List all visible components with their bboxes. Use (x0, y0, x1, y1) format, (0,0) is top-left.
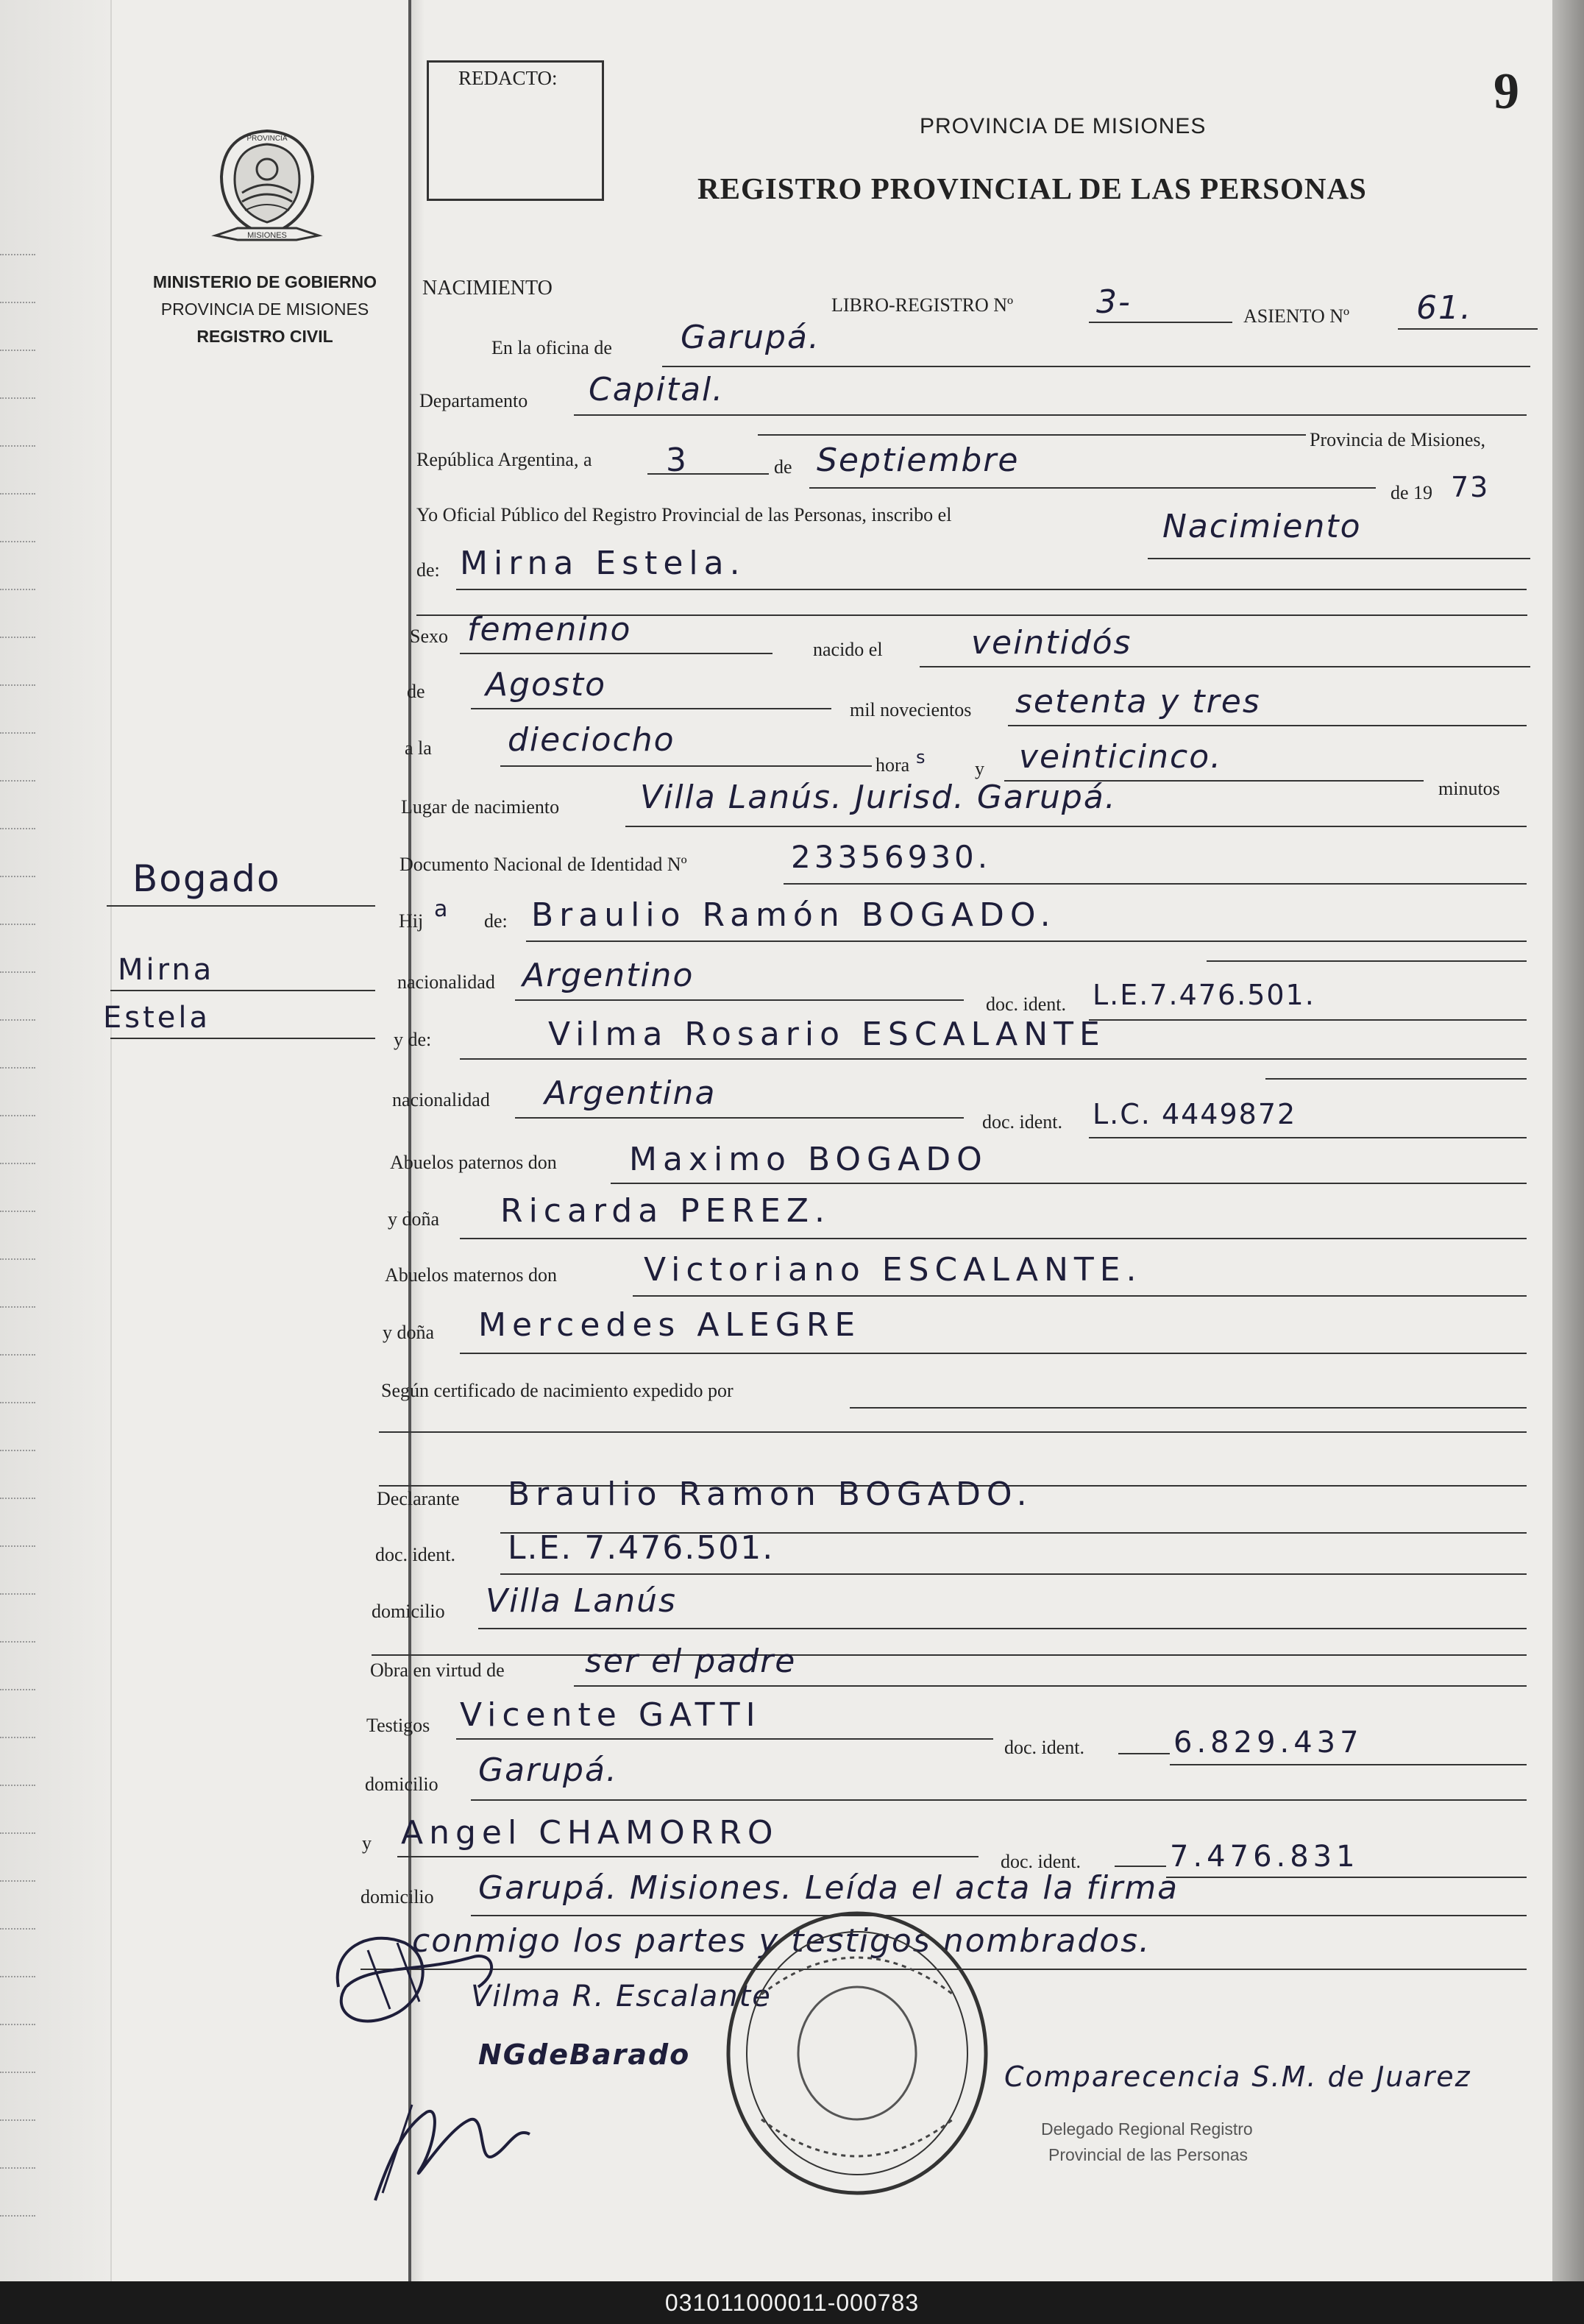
ministry-registry: REGISTRO CIVIL (196, 327, 333, 346)
mil-label: mil novecientos (850, 699, 972, 720)
doc-padre-label: doc. ident. (986, 993, 1067, 1015)
mes-nac-line (471, 708, 831, 709)
testigo2-line (397, 1856, 979, 1857)
testigo2-doc-label: doc. ident. (1001, 1851, 1082, 1872)
hij-suffix: a (434, 896, 450, 922)
father-doc: L.E.7.476.501. (1093, 979, 1315, 1011)
asiento-label: ASIENTO Nº (1243, 305, 1350, 327)
dni-label: Documento Nacional de Identidad Nº (399, 854, 687, 875)
nacido-label: nacido el (813, 639, 883, 660)
birth-year-words: setenta y tres (1015, 683, 1261, 720)
mother-nationality: Argentina (544, 1074, 717, 1112)
padre-line (526, 940, 1527, 942)
registration-month: Septiembre (817, 442, 1020, 479)
registration-year: 73 (1451, 471, 1490, 503)
declarante-label: Declarante (377, 1488, 460, 1509)
birth-hour: dieciocho (508, 721, 675, 759)
stamp-line-2: Provincial de las Personas (1048, 2145, 1249, 2164)
margin-surname: Bogado (132, 857, 281, 900)
ministry-block (132, 269, 397, 350)
year-prefix-label: de 19 (1391, 482, 1433, 503)
testigo1-domicilio: Garupá. (478, 1751, 618, 1789)
nacionalidad-madre-line (515, 1117, 964, 1119)
testigos-label: Testigos (366, 1715, 430, 1736)
hora-suffix: s (916, 747, 927, 768)
signature-father: NGdeBarado (478, 2038, 691, 2071)
nacionalidad-madre-label: nacionalidad (392, 1089, 490, 1110)
seal-text-bottom: MISIONES (247, 231, 287, 240)
testigo1-name: Vicente GATTI (460, 1696, 761, 1734)
y-label: y (975, 758, 984, 779)
birth-place: Villa Lanús. Jurisd. Garupá. (640, 779, 1117, 816)
signature-official: Comparecencia S.M. de Juarez (1004, 2061, 1471, 2093)
testigo1-doc-line (1170, 1764, 1527, 1765)
doc-madre-label: doc. ident. (982, 1111, 1063, 1133)
abuelos-paternos-label: Abuelos paternos don (390, 1152, 557, 1173)
testigo2-dom-label: domicilio (361, 1886, 434, 1907)
dni-line (784, 883, 1527, 885)
hora-line (500, 765, 872, 767)
testigo2-doc: 7.476.831 (1170, 1840, 1360, 1874)
oficina-value: Garupá. (681, 319, 820, 356)
birth-month: Agosto (486, 666, 607, 704)
segun-line (850, 1407, 1527, 1409)
libro-value: 3- (1096, 283, 1132, 321)
abuela-materna-label: y doña (383, 1322, 435, 1343)
margin-given-name-1: Mirna (118, 953, 215, 987)
abuelo-materno-line (633, 1295, 1527, 1297)
testigo1-line (456, 1738, 993, 1740)
month-line (809, 487, 1376, 489)
page-number: 9 (1494, 63, 1519, 120)
mother-doc: L.C. 4449872 (1093, 1098, 1297, 1130)
abuela-paterna-label: y doña (388, 1208, 440, 1230)
declarante-domicilio: Villa Lanús (486, 1582, 677, 1620)
official-stamp-icon (717, 1906, 997, 2200)
asiento-value: 61. (1416, 289, 1472, 327)
provincia-line (758, 434, 1306, 436)
hij-de-label: de: (484, 910, 508, 932)
departamento-line (574, 414, 1527, 416)
nacido-day: veintidós (971, 624, 1132, 662)
closing-statement: conmigo los partes y testigos nombrados. (412, 1922, 1151, 1960)
provincia-label: Provincia de Misiones, (1310, 429, 1486, 450)
minutos-label: minutos (1438, 778, 1500, 799)
record-type-label: NACIMIENTO (422, 277, 553, 300)
stamp-line-1: Delegado Regional Registro (1041, 2119, 1253, 2139)
oficial-label: Yo Oficial Público del Registro Provincial de las Personas, inscribo el (416, 504, 952, 525)
paternal-grandmother: Ricarda PEREZ. (500, 1192, 831, 1230)
nombre-label: de: (416, 559, 440, 581)
segun-certificado-label: Según certificado de nacimiento expedido por (381, 1380, 734, 1401)
mother-name: Vilma Rosario ESCALANTE (548, 1016, 1106, 1053)
y-testigo-label: y (362, 1832, 372, 1854)
oficina-line (662, 366, 1530, 367)
registration-day: 3 (666, 442, 688, 479)
obra-label: Obra en virtud de (370, 1659, 505, 1681)
obra-value: ser el padre (585, 1643, 797, 1680)
testigo1-dom-line (471, 1799, 1527, 1801)
decl-doc-label: doc. ident. (375, 1544, 456, 1565)
decl-separator (372, 1654, 1527, 1656)
testigo1-dom-label: domicilio (365, 1774, 438, 1795)
barcode-footer: 031011000011-000783 (0, 2281, 1584, 2324)
redacto-box (427, 60, 604, 201)
sexo-line (460, 653, 773, 654)
testigo2-name: Angel CHAMORRO (401, 1814, 779, 1852)
inscripcion-type: Nacimiento (1162, 508, 1362, 545)
oficial-line (1148, 558, 1530, 559)
sexo-value: femenino (467, 611, 632, 648)
child-name: Mirna Estela. (460, 545, 746, 582)
abuela-materna-line (460, 1353, 1527, 1354)
y-de-label: y de: (394, 1029, 432, 1050)
obra-line (574, 1685, 1527, 1687)
abuelos-maternos-label: Abuelos maternos don (385, 1264, 557, 1286)
margin-line (107, 905, 375, 907)
decl-doc-line (500, 1573, 1527, 1575)
seal-text-top: PROVINCIA (246, 135, 288, 143)
mil-line (1008, 725, 1527, 726)
province-heading: PROVINCIA DE MISIONES (920, 114, 1207, 138)
a-la-label: a la (405, 737, 432, 759)
dni-value: 23356930. (791, 839, 992, 875)
lugar-line (625, 826, 1527, 827)
madre-line-2 (1265, 1078, 1527, 1080)
right-page-edge (1552, 0, 1584, 2281)
day-line (647, 473, 769, 475)
departamento-value: Capital. (589, 371, 725, 408)
madre-line (460, 1058, 1527, 1060)
departamento-label: Departamento (419, 390, 528, 411)
mes-nac-label: de (407, 681, 425, 702)
padre-line-2 (1207, 960, 1527, 962)
margin-given-name-2: Estela (103, 1001, 211, 1035)
de-label: de (774, 456, 792, 478)
testigo2-doc-dash (1115, 1866, 1166, 1867)
testigo1-doc: 6.829.437 (1173, 1726, 1363, 1760)
republica-label: República Argentina, a (416, 449, 592, 470)
birth-minutes: veinticinco. (1019, 738, 1223, 776)
asiento-line (1398, 328, 1538, 330)
hij-label: Hij (399, 910, 424, 932)
doc-padre-line (1089, 1019, 1527, 1021)
ministry-province: PROVINCIA DE MISIONES (160, 300, 369, 319)
segun-line-2 (379, 1431, 1527, 1433)
father-name: Braulio Ramón BOGADO. (531, 896, 1056, 934)
abuela-paterna-line (460, 1238, 1527, 1239)
father-nationality: Argentino (522, 957, 695, 994)
redacto-label: REDACTO: (458, 67, 558, 89)
registry-title: REGISTRO PROVINCIAL DE LAS PERSONAS (697, 171, 1367, 205)
left-page-edge (0, 0, 112, 2281)
declarante-name: Braulio Ramon BOGADO. (508, 1475, 1033, 1513)
abuelo-paterno-line (611, 1183, 1527, 1184)
nacido-line (920, 666, 1530, 667)
lugar-label: Lugar de nacimiento (401, 796, 560, 818)
libro-line (1089, 322, 1232, 323)
doc-madre-line (1089, 1137, 1527, 1138)
decl-dom-label: domicilio (372, 1601, 445, 1622)
testigo2-domicilio: Garupá. Misiones. Leída el acta la firma (478, 1869, 1179, 1907)
testigo2-doc-line (1166, 1877, 1527, 1878)
paternal-grandfather: Maximo BOGADO (629, 1141, 988, 1178)
signature-scribble-1 (324, 1921, 515, 2038)
testigo1-doc-label: doc. ident. (1004, 1737, 1085, 1758)
sexo-label: Sexo (410, 626, 448, 647)
hora-label: hora (876, 754, 910, 776)
signature-mother: Vilma R. Escalante (471, 1980, 772, 2013)
margin-line (110, 990, 375, 991)
libro-label: LIBRO-REGISTRO Nº (831, 294, 1014, 316)
oficina-label: En la oficina de (491, 337, 612, 358)
nombre-line (456, 589, 1527, 590)
margin-line (110, 1038, 375, 1039)
provincial-seal-icon (208, 125, 326, 243)
maternal-grandfather: Victoriano ESCALANTE. (644, 1251, 1143, 1289)
nacionalidad-padre-line (515, 999, 964, 1001)
testigo1-doc-dash (1118, 1753, 1170, 1754)
testigo2-dom-line (471, 1915, 1527, 1916)
nacionalidad-padre-label: nacionalidad (397, 971, 495, 993)
ministry-name: MINISTERIO DE GOBIERNO (152, 272, 377, 291)
declarante-doc: L.E. 7.476.501. (508, 1529, 775, 1567)
signature-scribble-2 (361, 2083, 567, 2215)
maternal-grandmother: Mercedes ALEGRE (478, 1306, 862, 1344)
decl-dom-line (478, 1628, 1527, 1629)
